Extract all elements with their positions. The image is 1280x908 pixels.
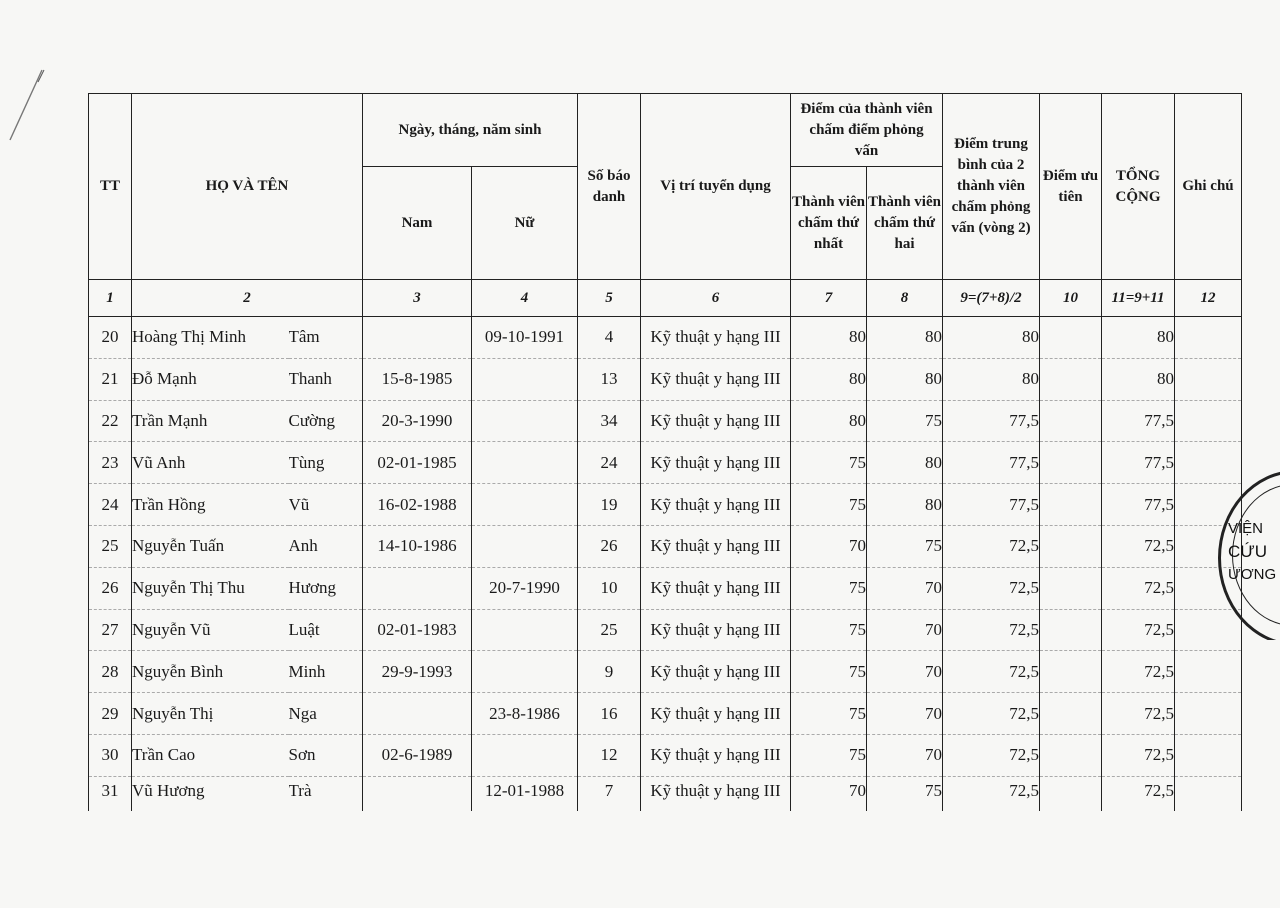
- row-given-name: Cường: [289, 400, 363, 442]
- row-average: 72,5: [943, 609, 1040, 651]
- col-num-6: 6: [641, 280, 791, 317]
- row-dob-male: 15-8-1985: [363, 358, 472, 400]
- row-score-member1: 75: [791, 693, 867, 735]
- header-priority: Điểm ưu tiên: [1040, 94, 1102, 280]
- row-sbd: 13: [578, 358, 641, 400]
- row-score-member2: 70: [867, 651, 943, 693]
- row-total: 72,5: [1102, 609, 1175, 651]
- row-name: Vũ Anh: [132, 442, 289, 484]
- row-priority: [1040, 525, 1102, 567]
- table-row: [89, 484, 1242, 526]
- header-dob: Ngày, tháng, năm sinh: [363, 94, 578, 167]
- header-member2: Thành viên chấm thứ hai: [867, 167, 943, 280]
- table-row: [89, 317, 1242, 359]
- row-dob-female: [472, 442, 578, 484]
- row-given-name: Nga: [289, 693, 363, 735]
- row-score-member1: 75: [791, 609, 867, 651]
- row-score-member1: 75: [791, 442, 867, 484]
- table-row: [89, 358, 1242, 400]
- row-dob-female: [472, 651, 578, 693]
- row-dob-male: 29-9-1993: [363, 651, 472, 693]
- row-given-name: Anh: [289, 525, 363, 567]
- col-num-4: 4: [472, 280, 578, 317]
- row-score-member1: 70: [791, 525, 867, 567]
- table-row: [89, 525, 1242, 567]
- row-score-member2: 80: [867, 442, 943, 484]
- row-total: 72,5: [1102, 734, 1175, 776]
- row-name: Hoàng Thị Minh: [132, 317, 289, 359]
- row-average: 72,5: [943, 567, 1040, 609]
- row-total: 72,5: [1102, 525, 1175, 567]
- stamp-line-3: ƯƠNG: [1228, 566, 1277, 583]
- row-sbd: 12: [578, 734, 641, 776]
- row-dob-female: [472, 734, 578, 776]
- row-priority: [1040, 317, 1102, 359]
- row-average: 72,5: [943, 734, 1040, 776]
- row-average: 80: [943, 358, 1040, 400]
- row-note: [1175, 776, 1242, 811]
- row-sbd: 16: [578, 693, 641, 735]
- row-tt: 22: [89, 400, 132, 442]
- row-position: Kỹ thuật y hạng III: [641, 567, 791, 609]
- row-sbd: 9: [578, 651, 641, 693]
- row-score-member1: 75: [791, 484, 867, 526]
- row-score-member1: 80: [791, 400, 867, 442]
- official-stamp: [1218, 470, 1280, 640]
- row-dob-male: [363, 776, 472, 811]
- row-priority: [1040, 651, 1102, 693]
- row-dob-male: 16-02-1988: [363, 484, 472, 526]
- col-num-2: 2: [132, 280, 363, 317]
- table-body: [89, 317, 1242, 811]
- row-dob-male: 20-3-1990: [363, 400, 472, 442]
- row-sbd: 4: [578, 317, 641, 359]
- row-score-member1: 75: [791, 734, 867, 776]
- row-given-name: Tùng: [289, 442, 363, 484]
- row-total: 80: [1102, 317, 1175, 359]
- row-position: Kỹ thuật y hạng III: [641, 693, 791, 735]
- col-num-1: 1: [89, 280, 132, 317]
- row-dob-male: 02-01-1985: [363, 442, 472, 484]
- table-row: [89, 442, 1242, 484]
- row-position: Kỹ thuật y hạng III: [641, 484, 791, 526]
- row-score-member1: 75: [791, 567, 867, 609]
- row-position: Kỹ thuật y hạng III: [641, 734, 791, 776]
- row-position: Kỹ thuật y hạng III: [641, 358, 791, 400]
- row-score-member2: 75: [867, 525, 943, 567]
- col-num-8: 8: [867, 280, 943, 317]
- row-dob-female: [472, 358, 578, 400]
- table-row: [89, 567, 1242, 609]
- row-name: Trần Hồng: [132, 484, 289, 526]
- row-sbd: 24: [578, 442, 641, 484]
- row-position: Kỹ thuật y hạng III: [641, 400, 791, 442]
- row-given-name: Minh: [289, 651, 363, 693]
- row-score-member1: 80: [791, 358, 867, 400]
- row-score-member2: 80: [867, 317, 943, 359]
- row-dob-female: [472, 609, 578, 651]
- row-priority: [1040, 776, 1102, 811]
- row-score-member2: 70: [867, 567, 943, 609]
- table-row: [89, 651, 1242, 693]
- row-average: 77,5: [943, 442, 1040, 484]
- row-tt: 23: [89, 442, 132, 484]
- header-member1: Thành viên chấm thứ nhất: [791, 167, 867, 280]
- row-priority: [1040, 400, 1102, 442]
- row-sbd: 25: [578, 609, 641, 651]
- row-note: [1175, 358, 1242, 400]
- row-score-member2: 80: [867, 358, 943, 400]
- row-dob-male: 02-01-1983: [363, 609, 472, 651]
- row-priority: [1040, 358, 1102, 400]
- row-average: 72,5: [943, 651, 1040, 693]
- row-total: 72,5: [1102, 776, 1175, 811]
- row-total: 77,5: [1102, 400, 1175, 442]
- row-score-member2: 70: [867, 693, 943, 735]
- row-name: Nguyễn Thị Thu: [132, 567, 289, 609]
- row-score-member1: 80: [791, 317, 867, 359]
- header-name: HỌ VÀ TÊN: [132, 94, 363, 280]
- row-position: Kỹ thuật y hạng III: [641, 442, 791, 484]
- row-average: 80: [943, 317, 1040, 359]
- row-position: Kỹ thuật y hạng III: [641, 525, 791, 567]
- row-dob-male: 14-10-1986: [363, 525, 472, 567]
- header-total: TỔNG CỘNG: [1102, 94, 1175, 280]
- row-position: Kỹ thuật y hạng III: [641, 609, 791, 651]
- row-sbd: 10: [578, 567, 641, 609]
- row-dob-female: [472, 484, 578, 526]
- table-row: [89, 776, 1242, 811]
- row-total: 72,5: [1102, 567, 1175, 609]
- row-given-name: Trà: [289, 776, 363, 811]
- row-score-member2: 80: [867, 484, 943, 526]
- row-name: Nguyễn Thị: [132, 693, 289, 735]
- row-dob-male: [363, 693, 472, 735]
- row-note: [1175, 734, 1242, 776]
- header-average: Điểm trung bình của 2 thành viên chấm phỏng vấn (vòng 2): [943, 94, 1040, 280]
- col-num-11: 11=9+11: [1102, 280, 1175, 317]
- row-position: Kỹ thuật y hạng III: [641, 317, 791, 359]
- row-dob-male: 02-6-1989: [363, 734, 472, 776]
- row-average: 72,5: [943, 525, 1040, 567]
- row-dob-female: 12-01-1988: [472, 776, 578, 811]
- row-note: [1175, 651, 1242, 693]
- row-tt: 30: [89, 734, 132, 776]
- row-dob-male: [363, 317, 472, 359]
- row-dob-female: [472, 400, 578, 442]
- row-dob-male: [363, 567, 472, 609]
- table-row: [89, 400, 1242, 442]
- header-note: Ghi chú: [1175, 94, 1242, 280]
- row-name: Trần Mạnh: [132, 400, 289, 442]
- row-position: Kỹ thuật y hạng III: [641, 776, 791, 811]
- row-note: [1175, 400, 1242, 442]
- row-total: 77,5: [1102, 484, 1175, 526]
- row-sbd: 26: [578, 525, 641, 567]
- row-note: [1175, 317, 1242, 359]
- header-male: Nam: [363, 167, 472, 280]
- row-dob-female: 23-8-1986: [472, 693, 578, 735]
- row-total: 72,5: [1102, 693, 1175, 735]
- row-name: Nguyễn Tuấn: [132, 525, 289, 567]
- row-priority: [1040, 693, 1102, 735]
- col-num-9: 9=(7+8)/2: [943, 280, 1040, 317]
- row-score-member2: 75: [867, 776, 943, 811]
- row-priority: [1040, 734, 1102, 776]
- col-num-5: 5: [578, 280, 641, 317]
- row-given-name: Thanh: [289, 358, 363, 400]
- scan-mark: [0, 20, 70, 150]
- row-score-member2: 75: [867, 400, 943, 442]
- col-num-10: 10: [1040, 280, 1102, 317]
- stamp-line-1: VIỆN: [1228, 520, 1264, 537]
- row-tt: 27: [89, 609, 132, 651]
- row-name: Nguyễn Bình: [132, 651, 289, 693]
- header-sbd: Số báo danh: [578, 94, 641, 280]
- row-priority: [1040, 567, 1102, 609]
- row-dob-female: 20-7-1990: [472, 567, 578, 609]
- row-name: Vũ Hương: [132, 776, 289, 811]
- row-score-member2: 70: [867, 609, 943, 651]
- row-score-member1: 75: [791, 651, 867, 693]
- row-given-name: Sơn: [289, 734, 363, 776]
- table-row: [89, 609, 1242, 651]
- row-sbd: 7: [578, 776, 641, 811]
- row-tt: 29: [89, 693, 132, 735]
- row-sbd: 34: [578, 400, 641, 442]
- row-total: 80: [1102, 358, 1175, 400]
- row-dob-female: [472, 525, 578, 567]
- row-priority: [1040, 609, 1102, 651]
- row-name: Trần Cao: [132, 734, 289, 776]
- row-given-name: Hương: [289, 567, 363, 609]
- row-tt: 20: [89, 317, 132, 359]
- col-num-12: 12: [1175, 280, 1242, 317]
- header-tt: TT: [89, 94, 132, 280]
- row-name: Nguyễn Vũ: [132, 609, 289, 651]
- row-priority: [1040, 484, 1102, 526]
- row-average: 72,5: [943, 776, 1040, 811]
- results-table: [88, 93, 1242, 811]
- stamp-line-2: CỨU: [1228, 542, 1268, 561]
- row-tt: 28: [89, 651, 132, 693]
- row-tt: 25: [89, 525, 132, 567]
- row-name: Đỗ Mạnh: [132, 358, 289, 400]
- row-average: 77,5: [943, 484, 1040, 526]
- row-tt: 26: [89, 567, 132, 609]
- row-tt: 21: [89, 358, 132, 400]
- row-total: 72,5: [1102, 651, 1175, 693]
- col-num-7: 7: [791, 280, 867, 317]
- col-num-3: 3: [363, 280, 472, 317]
- row-total: 77,5: [1102, 442, 1175, 484]
- header-female: Nữ: [472, 167, 578, 280]
- row-given-name: Tâm: [289, 317, 363, 359]
- table-row: [89, 734, 1242, 776]
- row-average: 72,5: [943, 693, 1040, 735]
- row-given-name: Vũ: [289, 484, 363, 526]
- row-average: 77,5: [943, 400, 1040, 442]
- table-row: [89, 693, 1242, 735]
- row-given-name: Luật: [289, 609, 363, 651]
- row-tt: 31: [89, 776, 132, 811]
- row-priority: [1040, 442, 1102, 484]
- row-score-member1: 70: [791, 776, 867, 811]
- row-tt: 24: [89, 484, 132, 526]
- row-sbd: 19: [578, 484, 641, 526]
- row-note: [1175, 693, 1242, 735]
- row-position: Kỹ thuật y hạng III: [641, 651, 791, 693]
- row-score-member2: 70: [867, 734, 943, 776]
- row-dob-female: 09-10-1991: [472, 317, 578, 359]
- header-panel: Điểm của thành viên chấm điểm phỏng vấn: [791, 94, 943, 167]
- header-position: Vị trí tuyển dụng: [641, 94, 791, 280]
